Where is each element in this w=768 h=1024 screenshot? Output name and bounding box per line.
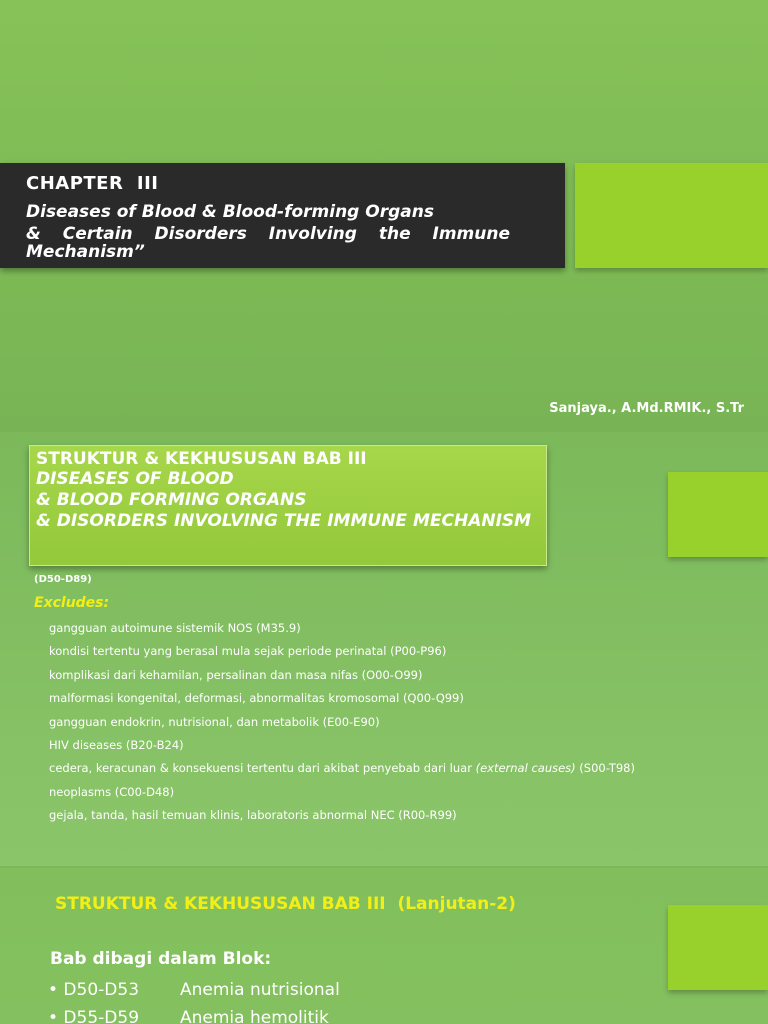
author-name: Sanjaya., A.Md.RMIK., S.Tr (549, 401, 744, 416)
excludes-item-italic: (external causes) (475, 761, 576, 776)
excludes-item-text: cedera, keracunan & konsekuensi tertentu dari akibat penyebab dari luar (49, 761, 476, 776)
header-line: & BLOOD FORMING ORGANS (36, 490, 307, 510)
excludes-item: komplikasi dari kehamilan, persalinan dan masa nifas (O00-O99) (49, 667, 423, 682)
chapter-subtitle-line2: & Certain Disorders Involving the Immune Mechanism” (26, 224, 510, 262)
block-code: • D55-D59 (48, 1008, 140, 1024)
structure-header-title: STRUKTUR & KEKHUSUSAN BAB III (36, 449, 367, 469)
header-line: DISEASES OF BLOOD (36, 469, 234, 489)
chapter-label: CHAPTER III (26, 173, 159, 194)
blocks-subheader: Bab dibagi dalam Blok: (50, 949, 272, 969)
lime-accent-block (575, 163, 768, 268)
lime-accent-block (668, 905, 768, 990)
excludes-item: gangguan endokrin, nutrisional, dan metabolik (E00-E90) (49, 714, 380, 729)
excludes-item: neoplasms (C00-D48) (49, 784, 175, 799)
block-item (48, 978, 340, 1006)
excludes-item: gejala, tanda, hasil temuan klinis, laboratoris abnormal NEC (R00-R99) (49, 808, 457, 823)
structure-header-box (29, 445, 547, 566)
excludes-item: kondisi tertentu yang berasal mula sejak periode perinatal (P00-P96) (49, 644, 447, 659)
lime-accent-block (668, 472, 768, 557)
block-name: Anemia hemolitik (180, 1008, 329, 1024)
excludes-item (49, 760, 635, 783)
excludes-label: Excludes: (34, 595, 110, 611)
excludes-list (49, 620, 635, 831)
slide-3-blocks (0, 868, 768, 1024)
slide-1-title (0, 0, 768, 432)
blocks-list (48, 978, 340, 1024)
excludes-item-code: (S00-T98) (575, 761, 635, 776)
header-line: & DISORDERS INVOLVING THE IMMUNE MECHANISM (36, 511, 532, 531)
excludes-item: HIV diseases (B20-B24) (49, 737, 184, 752)
chapter-title-box (0, 163, 565, 268)
excludes-item: gangguan autoimune sistemik NOS (M35.9) (49, 621, 301, 635)
block-code: • D50-D53 (48, 980, 140, 1000)
block-item (48, 1006, 340, 1024)
slide-2-structure (0, 434, 768, 866)
code-range: (D50-D89) (34, 574, 92, 585)
excludes-item: malformasi kongenital, deformasi, abnormalitas kromosomal (Q00-Q99) (49, 691, 464, 706)
structure-header-subtitle (36, 469, 536, 532)
chapter-subtitle-line1: Diseases of Blood & Blood-forming Organs (26, 202, 434, 222)
block-name: Anemia nutrisional (180, 980, 340, 1000)
blocks-header: STRUKTUR & KEKHUSUSAN BAB III (Lanjutan-2) (55, 894, 516, 914)
